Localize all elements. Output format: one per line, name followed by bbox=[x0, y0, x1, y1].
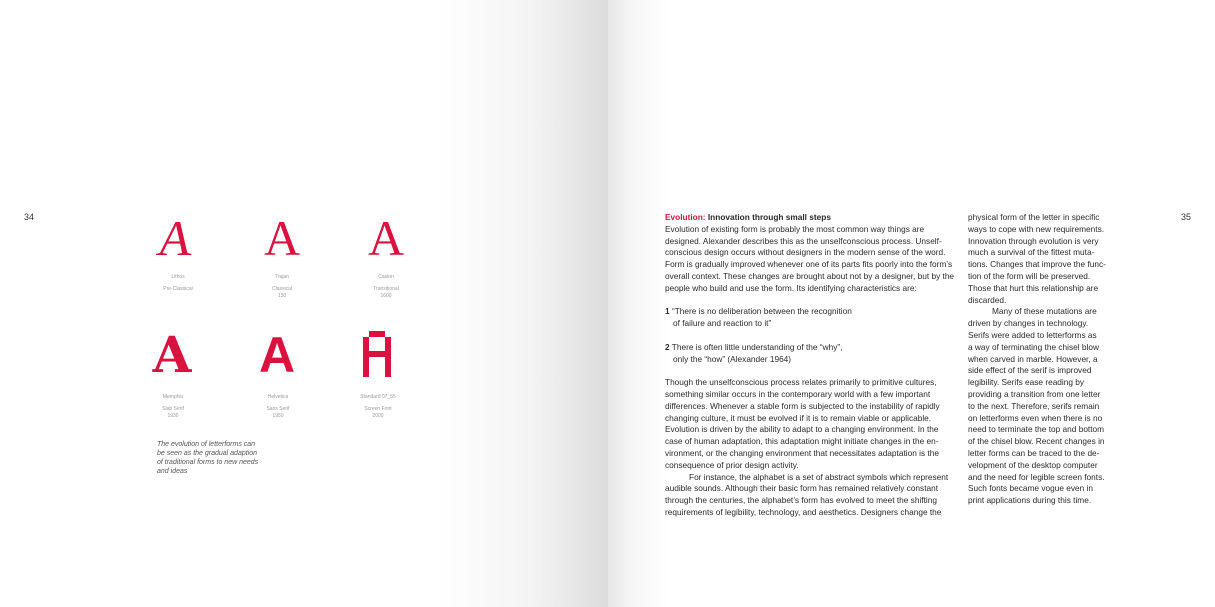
caption-memphis: Memphis Slab Serif 1930 bbox=[162, 394, 184, 419]
section-heading bbox=[665, 212, 948, 224]
figure-caption: The evolution of letterforms can be seen as the gradual adaption of traditional forms to new needs and ideas bbox=[157, 441, 259, 475]
list-item-2: 2 There is often little understanding of the “why”, bbox=[665, 341, 843, 352]
letterform-memphis: A bbox=[152, 325, 192, 384]
caption-helvetica: Helvetica Sans Serif 1950 bbox=[266, 394, 290, 419]
caption-standard-07-55: Standard 07_55 Screen Font 2000 bbox=[360, 394, 396, 419]
caption-lithos: Lithos Pre-Classical bbox=[163, 274, 193, 292]
page-number-right: 35 bbox=[1181, 212, 1192, 222]
main-text-column: Evolution: Innovation through small steps Evolution of existing form is probably the most common way things are designed. Alexander describes this as the unselfconscious process. Unself- conscious design occurs without designers in the modern sense of the word. Form is gradually improved whenever one of its parts fits poorly into the form’s overall context. These changes are brought about not by a designer, but by the people who build and use the form. Its identifying characteristics are: 1 “There is no deliberation between the recognition of failure and reaction to it” 2 There is often little understanding of the “why”, only the “how” (Alexander 1964) Though the unselfconscious process relates primarily to primitive cultures, something similar occurs in the contemporary world with a few important differences. Whenever a stable form is subjected to the instability of rapidly changing culture, it must be evolved if it is to remain viable or applicable. Evolution is driven by the ability to adapt to a changing environment. In the case of human adaptation, this adaptation might initiate changes in the en- vironment, or the changing environment that necessitates adaptation is the consequence of prior design activity. For instance, the alphabet is a set of abstract symbols which represent audible sounds. Although their basic form has remained relatively constant through the centuries, the alphabet’s form has evolved to meet the shifting requirements of legibility, technology, and aesthetics. Designers change the bbox=[665, 212, 955, 517]
letterform-helvetica: A bbox=[258, 327, 296, 383]
letterform-caslon: A bbox=[367, 210, 405, 266]
letterform-trajan: A bbox=[263, 210, 301, 266]
caption-caslon: Caslon Transitional 1600 bbox=[373, 274, 399, 299]
caption-trajan: Trajan Classical 130 bbox=[271, 274, 292, 299]
section-heading-title: Innovation through small steps bbox=[707, 212, 831, 222]
letterform-standard-07-55 bbox=[360, 331, 394, 377]
letterform-lithos: A bbox=[154, 210, 198, 266]
section-heading-label: Evolution: bbox=[665, 212, 706, 222]
page-number-left: 34 bbox=[24, 212, 35, 222]
list-item-1: 1 “There is no deliberation between the recognition bbox=[665, 306, 852, 317]
side-text-column: physical form of the letter in specific ways to cope with new requirements. Innovation through evolution is very much a survival of the fittest muta- tions. Changes that improve the func- tion of the form will be preserved. Those that hurt this relationship are discarded. Many of these mutations are driven by changes in technology. Serifs were added to letterforms as a way of terminating the chisel blow when carved in marble. However, a side effect of the serif is improved legibility. Serifs ease reading by providing a transition from one letter to the next. Therefore, serifs remain on letterforms even when there is no need to terminate the top and bottom of the chisel blow. Recent changes in letter forms can be traced to the de- velopment of the desktop computer and the need for legible screen fonts. Such fonts became vogue even in print applications during this time. bbox=[968, 212, 1106, 506]
